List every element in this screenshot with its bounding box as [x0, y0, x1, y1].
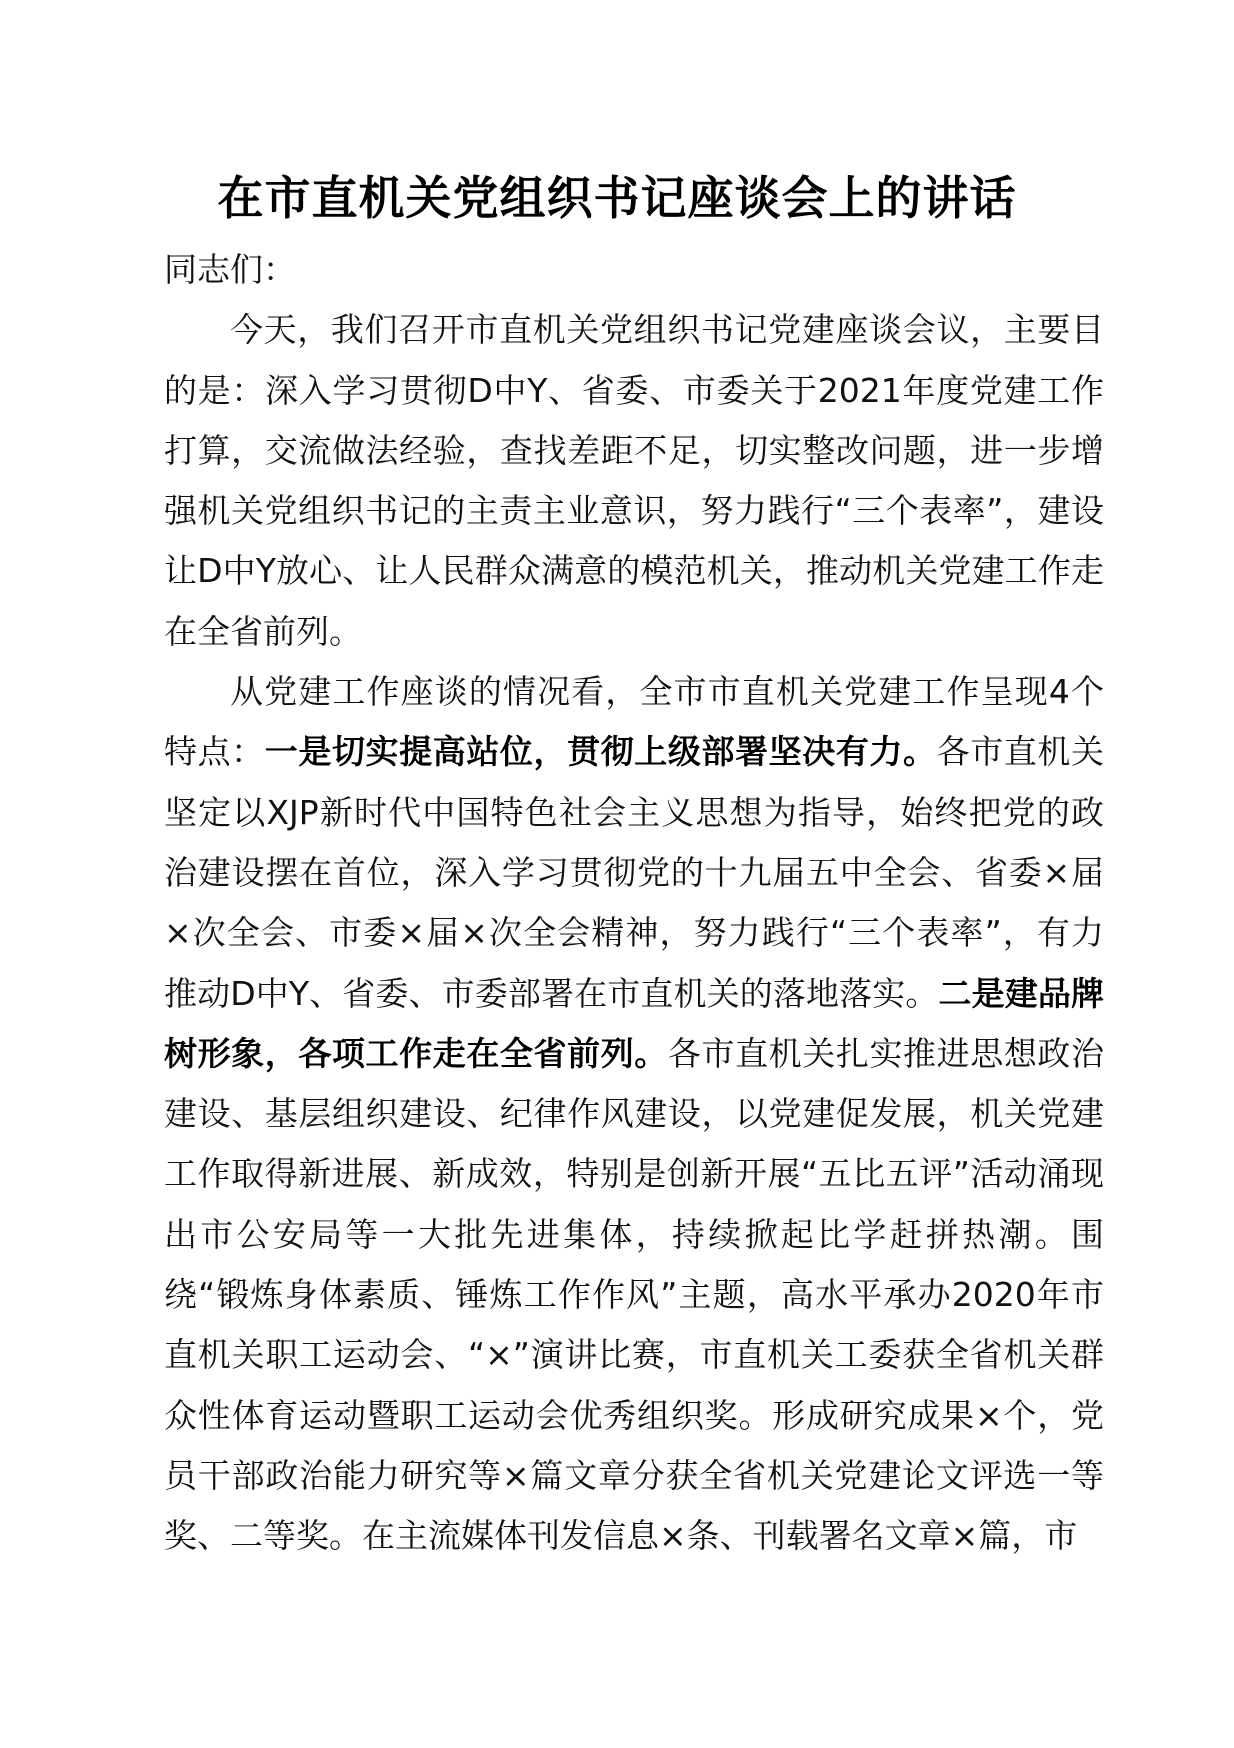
- document-title: 在市直机关党组织书记座谈会上的讲话: [217, 171, 1017, 225]
- document-body: [164, 240, 1104, 1567]
- point-one-heading: 一是切实提高站位，贯彻上级部署坚决有力。: [264, 732, 937, 772]
- point-two-heading: 二是建品牌树形象，各项工作走在全省前列。: [164, 973, 1105, 1073]
- point-two-text: 各市直机关扎实推进思想政治建设、基层组织建设、纪律作风建设，以党建促发展，机关党建工作取得新进展、新成效，特别是创新开展“五比五评”活动涌现出市公安局等一大批先进集体，持续掀起比学赶拼热潮。围绕“锻炼身体素质、锤炼工作作风”主题，高水平承办2020年市直机关职工运动会、“×”演讲比赛，市直机关工委获全省机关群众性体育运动暨职工运动会优秀组织奖。形成研究成果×个，党员干部政治能力研究等×篇文章分获全省机关党建论文评选一等奖、二等奖。在主流媒体刊发信息×条、刊载署名文章×篇，市: [164, 1033, 1105, 1556]
- features-intro: 从党建工作座谈的情况看，全市市直机关党建工作呈现4个特点：: [164, 672, 1104, 772]
- paragraph-features: [164, 662, 1104, 1566]
- paragraph-opening: 今天，我们召开市直机关党组织书记党建座谈会议，主要目的是：深入学习贯彻D中Y、省委、市委关于2021年度党建工作打算，交流做法经验，查找差距不足，切实整改问题，进一步增强机关党组织书记的主责主业意识，努力践行“三个表率”，建设让D中Y放心、让人民群众满意的模范机关，推动机关党建工作走在全省前列。: [164, 310, 1104, 651]
- salutation: 同志们：: [164, 250, 296, 289]
- point-one-text: 各市直机关坚定以XJP新时代中国特色社会主义思想为指导，始终把党的政治建设摆在首位，深入学习贯彻党的十九届五中全会、省委×届×次全会、市委×届×次全会精神，努力践行“三个表率”，有力推动D中Y、省委、市委部署在市直机关的落地落实。: [164, 732, 1105, 1013]
